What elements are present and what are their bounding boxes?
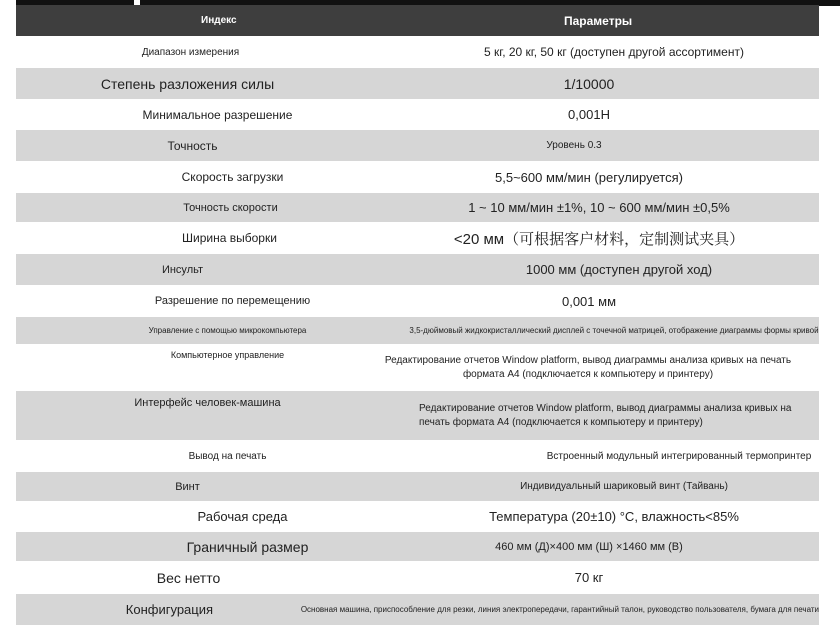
table-row — [16, 254, 819, 285]
row-value: Индивидуальный шариковый винт (Тайвань) — [520, 481, 728, 492]
row-value: 1 ~ 10 мм/мин ±1%, 10 ~ 600 мм/мин ±0,5% — [468, 200, 730, 215]
table-row — [16, 594, 819, 625]
table-row — [16, 440, 819, 472]
row-value: 5 кг, 20 кг, 50 кг (доступен другой ассортимент) — [484, 45, 744, 59]
row-value: <20 мм（可根据客户材料，定制测试夹具） — [453, 230, 745, 248]
row-label: Рабочая среда — [197, 509, 288, 524]
row-label: Разрешение по перемещению — [154, 295, 311, 307]
row-value: 0,001Н — [568, 107, 610, 122]
row-label: Точность — [167, 138, 218, 153]
table-row — [16, 68, 819, 99]
row-value: Температура (20±10) °С, влажность<85% — [489, 509, 739, 524]
row-label: Степень разложения силы — [100, 75, 275, 92]
table-row — [16, 36, 819, 68]
header-parameters: Параметры — [564, 13, 633, 28]
header-index: Индекс — [201, 15, 237, 26]
table-row — [16, 344, 819, 391]
row-label: Минимальное разрешение — [142, 107, 293, 122]
table-row — [16, 472, 819, 501]
table-row — [16, 130, 819, 161]
row-value: 460 мм (Д)×400 мм (Ш) ×1460 мм (В) — [495, 540, 683, 553]
table-row — [16, 161, 819, 193]
row-value: 70 кг — [574, 570, 604, 585]
row-label: Точность скорости — [183, 201, 278, 214]
row-label: Управление с помощью микрокомпьютера — [148, 326, 307, 335]
row-label: Граничный размер — [186, 538, 309, 555]
row-label: Вывод на печать — [188, 450, 267, 462]
table-row — [16, 532, 819, 561]
table-row — [16, 391, 819, 440]
row-value: Редактирование отчетов Window platform, вывод диаграммы анализа кривых на печать формата А4 (подключается к компьютеру и принтеру) — [419, 403, 792, 428]
row-value: Уровень 0.3 — [546, 140, 602, 151]
table-row — [16, 501, 819, 532]
table-row — [16, 561, 819, 594]
row-label: Конфигурация — [125, 602, 214, 617]
row-value: 1/10000 — [563, 75, 615, 92]
table-row — [16, 222, 819, 254]
row-value: 1000 мм (доступен другой ход) — [525, 262, 713, 277]
table-row — [16, 317, 819, 344]
table-row — [16, 99, 819, 130]
row-label: Диапазон измерения — [141, 46, 240, 58]
row-label: Вес нетто — [156, 569, 221, 586]
row-value: Встроенный модульный интегрированный термопринтер — [546, 450, 812, 462]
table-row — [16, 193, 819, 222]
row-label: Инсульт — [161, 263, 204, 276]
row-label: Скорость загрузки — [181, 170, 284, 184]
spec-table — [16, 5, 819, 625]
row-value: Редактирование отчетов Window platform, вывод диаграммы анализа кривых на печать формата А4 (подключается к компьютеру и принтеру) — [384, 355, 792, 380]
row-value: Основная машина, приспособление для резки, линия электропередачи, гарантийный талон, руководство пользователя, бумага для печати — [300, 605, 819, 614]
row-label: Винт — [175, 480, 200, 493]
row-label: Интерфейс человек-машина — [134, 397, 281, 409]
table-row — [16, 285, 819, 317]
row-value: 3,5-дюймовый жидкокристаллический дисплей с точечной матрицей, отображение диаграммы формы кривой — [409, 326, 819, 335]
row-label: Ширина выборки — [182, 231, 277, 245]
row-value: 0,001 мм — [561, 293, 617, 309]
row-label: Компьютерное управление — [170, 350, 285, 360]
table-header — [16, 5, 819, 36]
row-value: 5,5~600 мм/мин (регулируется) — [495, 169, 683, 185]
